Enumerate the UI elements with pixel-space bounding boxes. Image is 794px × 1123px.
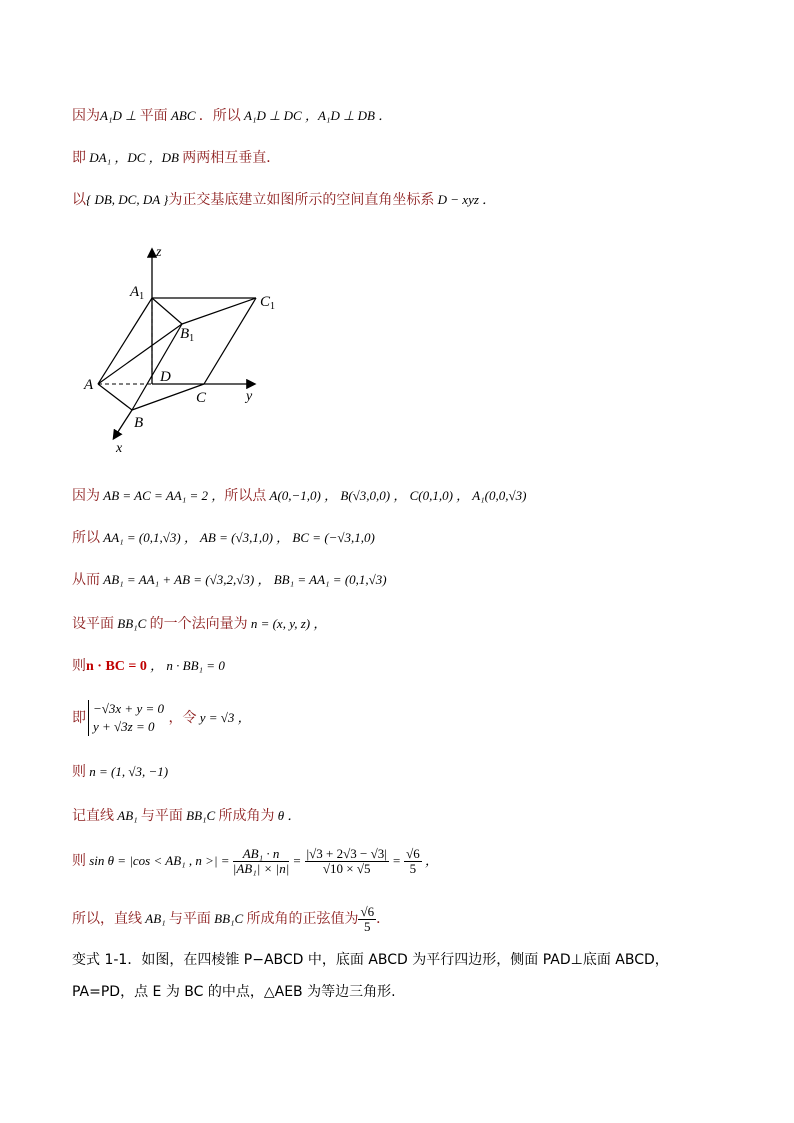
label-A1: $A_1$ (130, 284, 145, 302)
line-3: 以{ DB, DC, DA }为正交基底建立如图所示的空间直角坐标系 D − xyz ． (72, 192, 496, 208)
line-11: 记直线 AB₁ 与平面 BB₁C 所成角为 θ ． (72, 808, 301, 824)
line-15: PA=PD，点 E 为 BC 的中点，△AEB 为等边三角形. (72, 984, 396, 1000)
fraction-result: $\frac{√6}{5}$ (406, 845, 420, 876)
x-axis (114, 410, 132, 438)
edge-AA1 (98, 298, 152, 384)
label-C: C (196, 390, 207, 406)
line-5: 所以 AA₁ = (0,1,√3) ， AB = (√3,1,0) ， BC = (−√3,1,0) (72, 530, 375, 546)
label-y: y (246, 389, 253, 404)
line-14: 变式 1-1．如图，在四棱锥 P−ABCD 中，底面 ABCD 为平行四边形，侧面 PAD⊥底面 ABCD， (72, 952, 669, 968)
edge-A1B1 (152, 298, 182, 324)
label-A: A (84, 377, 94, 393)
line-12: 则 sin θ = |cos < AB₁ , n >| = $\frac{\text{AB₁ · n}}{\text{|AB₁| × |n|}}$ = $\frac{|√3 + 2√3 - √3|}{√10 \times √5}$ = $\frac{√6}{5}$ ， (72, 845, 439, 876)
line-2: 即 DA₁ ，DC ，DB 两两相互垂直． (72, 150, 281, 166)
label-B1: $B_1$ (180, 326, 195, 344)
edge-BC (132, 384, 204, 410)
line-10: 则 n = (1, √3, −1) (72, 764, 169, 780)
label-B: B (134, 415, 144, 431)
edge-B1C1 (182, 298, 256, 324)
fraction-answer: $\frac{√6}{5}$ (360, 903, 375, 934)
coordinate-figure (80, 238, 290, 460)
edge-AB (98, 384, 132, 410)
edge-BB1 (132, 324, 182, 410)
fraction-value: $\frac{|√3 + 2√3 - √3|}{√10 \times √5}$ (306, 845, 387, 876)
fraction-cos: $\frac{\text{AB₁ · n}}{\text{|AB₁| × |n|}}$ (232, 845, 290, 876)
label-D: D (160, 369, 171, 385)
line-13: 所以，直线 AB₁ 与平面 BB₁C 所成角的正弦值为 $\frac{√6}{5}$ ． (72, 903, 391, 934)
label-z: z (156, 245, 162, 260)
edge-CC1 (204, 298, 256, 384)
line-9: 即 −√3x + y = 0 y + √3z = 0 ，令 y = √3 ， (72, 701, 251, 734)
line-1: 因为A₁D ⊥ 平面 ABC ．所以 A₁D ⊥ DC ，A₁D ⊥ DB ． (72, 108, 392, 124)
line-8: 则n · BC = 0 ， n · BB₁ = 0 (72, 658, 225, 674)
line-4: 因为 AB = AC = AA₁ = 2 ，所以点 A(0,−1,0) ， B(√3,0,0) ， C(0,1,0) ， A₁(0,0,√3) (72, 488, 527, 504)
label-C1: $C_1$ (260, 294, 276, 312)
line-6: 从而 AB₁ = AA₁ + AB = (√3,2,√3) ， BB₁ = AA₁ = (0,1,√3) (72, 572, 387, 588)
line-7: 设平面 BB₁C 的一个法向量为 n = (x, y, z) ， (72, 616, 327, 632)
label-x: x (116, 441, 123, 456)
equation-system: −√3x + y = 0 y + √3z = 0 (88, 700, 164, 736)
